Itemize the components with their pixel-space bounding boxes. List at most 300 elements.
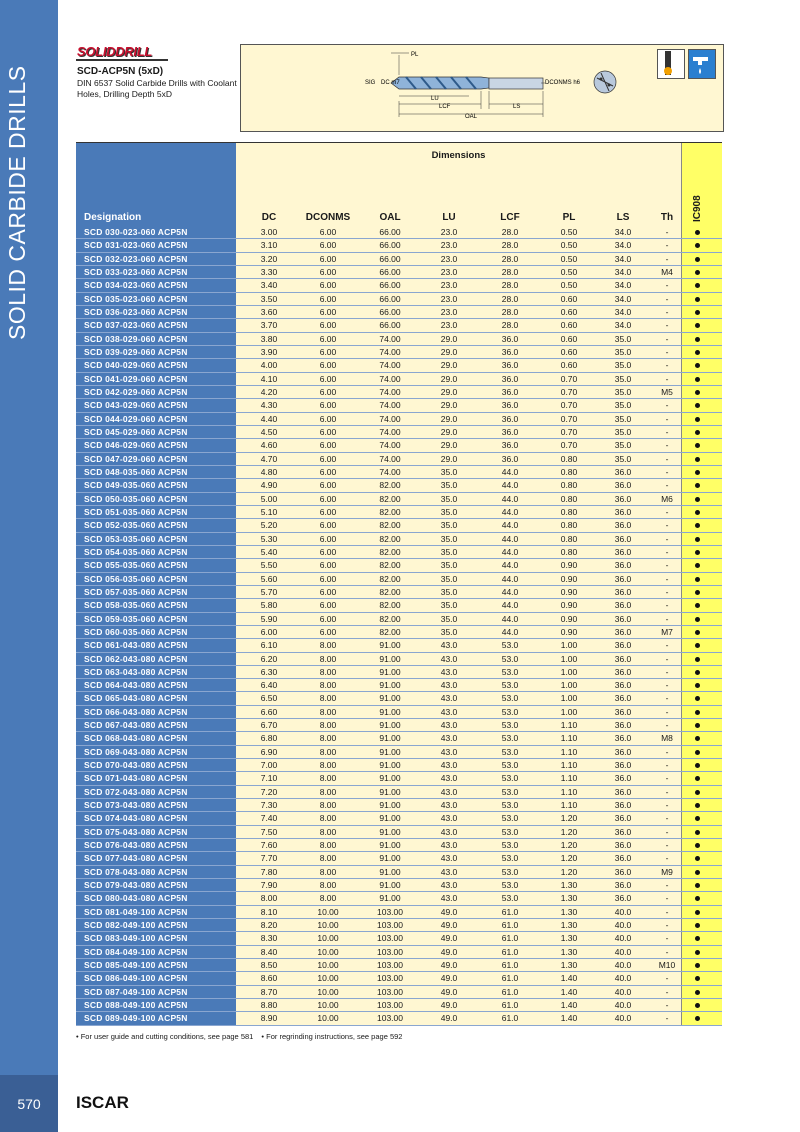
cell-ls: 36.0	[614, 746, 632, 757]
cell-lu: 49.0	[440, 986, 458, 997]
cell-lu: 43.0	[440, 680, 458, 691]
row-grade-bg	[681, 359, 722, 371]
cell-ls: 35.0	[614, 440, 632, 451]
cell-lcf: 44.0	[501, 480, 519, 491]
cell-pl: 1.20	[560, 813, 578, 824]
cell-lcf: 28.0	[501, 280, 519, 291]
cell-oal: 91.00	[379, 666, 401, 677]
cell-ls: 34.0	[614, 320, 632, 331]
cell-oal: 74.00	[379, 400, 401, 411]
cell-lcf: 28.0	[501, 253, 519, 264]
cell-designation: SCD 047-029-060 ACP5N	[76, 453, 236, 465]
cell-dc: 3.70	[260, 320, 278, 331]
cell-dconms: 8.00	[319, 706, 337, 717]
cell-oal: 66.00	[379, 320, 401, 331]
table-row	[76, 839, 722, 852]
cell-lu: 35.0	[440, 600, 458, 611]
cell-pl: 0.80	[560, 546, 578, 557]
cell-ls: 36.0	[614, 720, 632, 731]
cell-pl: 1.00	[560, 680, 578, 691]
cell-lu: 29.0	[440, 413, 458, 424]
cell-pl: 1.20	[560, 853, 578, 864]
table-row	[76, 266, 722, 279]
cell-lcf: 28.0	[501, 266, 519, 277]
cell-lu: 29.0	[440, 400, 458, 411]
cell-lcf: 44.0	[501, 560, 519, 571]
cell-th: -	[665, 760, 669, 771]
table-row	[76, 386, 722, 399]
label-dc: DC m7	[381, 80, 400, 86]
row-grade-bg	[681, 613, 722, 625]
cell-lcf: 53.0	[501, 720, 519, 731]
cell-lcf: 44.0	[501, 613, 519, 624]
cell-th: -	[665, 893, 669, 904]
table-row	[76, 439, 722, 452]
cell-th: -	[665, 413, 669, 424]
cell-lcf: 44.0	[501, 466, 519, 477]
cell-oal: 82.00	[379, 586, 401, 597]
cell-lu: 23.0	[440, 266, 458, 277]
cell-oal: 66.00	[379, 227, 401, 237]
availability-dot-icon	[695, 417, 700, 422]
cell-th: -	[665, 720, 669, 731]
cell-lcf: 28.0	[501, 293, 519, 304]
cell-designation: SCD 038-029-060 ACP5N	[76, 333, 236, 345]
cell-lcf: 61.0	[501, 960, 519, 971]
cell-lcf: 53.0	[501, 666, 519, 677]
cell-designation: SCD 062-043-080 ACP5N	[76, 653, 236, 665]
row-grade-bg	[681, 786, 722, 798]
cell-lu: 23.0	[440, 306, 458, 317]
cell-dconms: 10.00	[317, 1000, 339, 1011]
table-row	[76, 546, 722, 559]
cell-dconms: 8.00	[319, 826, 337, 837]
cell-lcf: 53.0	[501, 813, 519, 824]
row-grade-bg	[681, 906, 722, 918]
footnote-user-guide: • For user guide and cutting conditions, see page 581	[76, 1032, 254, 1041]
availability-dot-icon	[695, 230, 700, 235]
cell-th: -	[665, 586, 669, 597]
cell-dconms: 8.00	[319, 693, 337, 704]
row-grade-bg	[681, 799, 722, 811]
cell-designation: SCD 058-035-060 ACP5N	[76, 599, 236, 611]
table-row	[76, 373, 722, 386]
cell-dc: 3.80	[260, 333, 278, 344]
cell-dc: 7.70	[260, 853, 278, 864]
cell-dc: 3.20	[260, 253, 278, 264]
cell-lu: 29.0	[440, 453, 458, 464]
cell-designation: SCD 077-043-080 ACP5N	[76, 852, 236, 864]
cell-lu: 35.0	[440, 480, 458, 491]
cell-designation: SCD 041-029-060 ACP5N	[76, 373, 236, 385]
row-grade-bg	[681, 346, 722, 358]
grade-header: IC908	[692, 195, 703, 222]
cell-lcf: 53.0	[501, 840, 519, 851]
availability-dot-icon	[695, 577, 700, 582]
cell-dconms: 8.00	[319, 800, 337, 811]
cell-oal: 74.00	[379, 453, 401, 464]
table-row	[76, 812, 722, 825]
cell-th: -	[665, 1000, 669, 1011]
cell-lu: 35.0	[440, 533, 458, 544]
cell-lcf: 44.0	[501, 493, 519, 504]
cell-lcf: 36.0	[501, 440, 519, 451]
table-row	[76, 799, 722, 812]
row-grade-bg	[681, 639, 722, 651]
cell-ls: 34.0	[614, 293, 632, 304]
cell-th: M8	[661, 733, 673, 744]
cell-designation: SCD 079-043-080 ACP5N	[76, 879, 236, 891]
cell-th: -	[665, 706, 669, 717]
row-grade-bg	[681, 972, 722, 984]
cell-dc: 7.30	[260, 800, 278, 811]
product-table	[76, 142, 722, 1026]
cell-dconms: 8.00	[319, 653, 337, 664]
row-grade-bg	[681, 453, 722, 465]
row-grade-bg	[681, 466, 722, 478]
cell-ls: 35.0	[614, 346, 632, 357]
cell-th: -	[665, 520, 669, 531]
label-ls: LS	[513, 104, 521, 110]
cell-lu: 35.0	[440, 546, 458, 557]
cell-designation: SCD 059-035-060 ACP5N	[76, 613, 236, 625]
cell-ls: 40.0	[614, 946, 632, 957]
table-row	[76, 719, 722, 732]
cell-pl: 1.30	[560, 946, 578, 957]
table-row	[76, 613, 722, 626]
cell-ls: 40.0	[614, 973, 632, 984]
cell-lcf: 44.0	[501, 506, 519, 517]
cell-pl: 1.40	[560, 1000, 578, 1011]
cell-ls: 36.0	[614, 866, 632, 877]
cell-oal: 82.00	[379, 626, 401, 637]
cell-designation: SCD 050-035-060 ACP5N	[76, 493, 236, 505]
cell-dconms: 8.00	[319, 786, 337, 797]
cell-lcf: 36.0	[501, 333, 519, 344]
cell-designation: SCD 060-035-060 ACP5N	[76, 626, 236, 638]
cell-dconms: 6.00	[319, 506, 337, 517]
cell-dc: 6.00	[260, 626, 278, 637]
cell-designation: SCD 074-043-080 ACP5N	[76, 812, 236, 824]
cell-oal: 74.00	[379, 440, 401, 451]
cell-lu: 49.0	[440, 1000, 458, 1011]
row-grade-bg	[681, 399, 722, 411]
table-row	[76, 533, 722, 546]
cell-pl: 0.80	[560, 453, 578, 464]
cell-th: -	[665, 813, 669, 824]
cell-ls: 35.0	[614, 413, 632, 424]
table-row	[76, 666, 722, 679]
row-grade-bg	[681, 373, 722, 385]
drill-diagram	[240, 44, 724, 132]
cell-pl: 0.50	[560, 240, 578, 251]
cell-lcf: 61.0	[501, 920, 519, 931]
availability-dot-icon	[695, 910, 700, 915]
table-row	[76, 426, 722, 439]
availability-dot-icon	[695, 790, 700, 795]
cell-oal: 74.00	[379, 346, 401, 357]
cell-designation: SCD 063-043-080 ACP5N	[76, 666, 236, 678]
cell-th: -	[665, 880, 669, 891]
cell-designation: SCD 076-043-080 ACP5N	[76, 839, 236, 851]
row-grade-bg	[681, 479, 722, 491]
table-row	[76, 453, 722, 466]
cell-dc: 8.50	[260, 960, 278, 971]
availability-dot-icon	[695, 870, 700, 875]
cell-lu: 43.0	[440, 853, 458, 864]
cell-designation: SCD 053-035-060 ACP5N	[76, 533, 236, 545]
cell-oal: 91.00	[379, 640, 401, 651]
cell-designation: SCD 089-049-100 ACP5N	[76, 1012, 236, 1024]
brand-logo: SOLIDDRILL	[77, 44, 152, 59]
cell-dconms: 10.00	[317, 933, 339, 944]
cell-designation: SCD 033-023-060 ACP5N	[76, 266, 236, 278]
cell-lcf: 53.0	[501, 826, 519, 837]
cell-oal: 82.00	[379, 533, 401, 544]
cell-dconms: 6.00	[319, 493, 337, 504]
col-ls: LS	[616, 212, 630, 223]
cell-dc: 4.60	[260, 440, 278, 451]
cell-ls: 34.0	[614, 227, 632, 237]
cell-designation: SCD 087-049-100 ACP5N	[76, 986, 236, 998]
row-grade-bg	[681, 932, 722, 944]
availability-dot-icon	[695, 297, 700, 302]
cell-designation: SCD 072-043-080 ACP5N	[76, 786, 236, 798]
table-row	[76, 359, 722, 372]
cell-dconms: 8.00	[319, 813, 337, 824]
cell-designation: SCD 056-035-060 ACP5N	[76, 573, 236, 585]
col-lu: LU	[442, 212, 456, 223]
table-row	[76, 919, 722, 932]
cell-oal: 103.00	[377, 906, 403, 917]
cell-dc: 5.00	[260, 493, 278, 504]
cell-designation: SCD 055-035-060 ACP5N	[76, 559, 236, 571]
row-grade-bg	[681, 866, 722, 878]
availability-dot-icon	[695, 550, 700, 555]
cell-th: -	[665, 613, 669, 624]
cell-pl: 0.70	[560, 386, 578, 397]
cell-dconms: 6.00	[319, 600, 337, 611]
table-row	[76, 892, 722, 905]
cell-oal: 82.00	[379, 493, 401, 504]
cell-pl: 0.90	[560, 586, 578, 597]
cell-dc: 5.90	[260, 613, 278, 624]
cell-lcf: 53.0	[501, 853, 519, 864]
cell-lcf: 53.0	[501, 866, 519, 877]
cell-pl: 1.00	[560, 666, 578, 677]
cell-pl: 0.50	[560, 280, 578, 291]
cell-dc: 4.90	[260, 480, 278, 491]
table-row	[76, 493, 722, 506]
cell-ls: 35.0	[614, 426, 632, 437]
availability-dot-icon	[695, 337, 700, 342]
row-grade-bg	[681, 892, 722, 904]
cell-dc: 6.20	[260, 653, 278, 664]
cell-th: -	[665, 546, 669, 557]
cell-lcf: 44.0	[501, 586, 519, 597]
table-row	[76, 746, 722, 759]
cell-lu: 23.0	[440, 320, 458, 331]
cell-lu: 23.0	[440, 240, 458, 251]
cell-oal: 82.00	[379, 546, 401, 557]
table-row	[76, 519, 722, 532]
cell-pl: 0.80	[560, 480, 578, 491]
cell-oal: 82.00	[379, 560, 401, 571]
cell-ls: 36.0	[614, 813, 632, 824]
table-row	[76, 346, 722, 359]
cell-th: -	[665, 973, 669, 984]
cell-dconms: 6.00	[319, 386, 337, 397]
cell-lu: 43.0	[440, 826, 458, 837]
availability-dot-icon	[695, 657, 700, 662]
cell-th: -	[665, 986, 669, 997]
coolant-icon	[688, 49, 716, 79]
row-grade-bg	[681, 879, 722, 891]
cell-oal: 82.00	[379, 573, 401, 584]
cell-designation: SCD 065-043-080 ACP5N	[76, 692, 236, 704]
cell-oal: 91.00	[379, 866, 401, 877]
cell-dc: 5.40	[260, 546, 278, 557]
cell-ls: 34.0	[614, 253, 632, 264]
cell-lu: 43.0	[440, 666, 458, 677]
table-row	[76, 906, 722, 919]
cell-lu: 35.0	[440, 493, 458, 504]
row-grade-bg	[681, 306, 722, 318]
cell-dconms: 6.00	[319, 546, 337, 557]
table-row	[76, 959, 722, 972]
cell-designation: SCD 071-043-080 ACP5N	[76, 772, 236, 784]
availability-dot-icon	[695, 617, 700, 622]
cell-dconms: 6.00	[319, 626, 337, 637]
cell-th: -	[665, 693, 669, 704]
cell-pl: 0.80	[560, 493, 578, 504]
table-row	[76, 333, 722, 346]
cell-dconms: 6.00	[319, 586, 337, 597]
table-row	[76, 826, 722, 839]
cell-designation: SCD 030-023-060 ACP5N	[76, 226, 236, 238]
cell-dconms: 6.00	[319, 280, 337, 291]
cell-lu: 23.0	[440, 293, 458, 304]
cell-lcf: 53.0	[501, 880, 519, 891]
table-row	[76, 999, 722, 1012]
cell-lu: 49.0	[440, 1013, 458, 1024]
cell-pl: 0.70	[560, 440, 578, 451]
row-grade-bg	[681, 493, 722, 505]
cell-dconms: 6.00	[319, 400, 337, 411]
cell-th: M5	[661, 386, 673, 397]
cell-lu: 35.0	[440, 520, 458, 531]
row-grade-bg	[681, 293, 722, 305]
cell-oal: 91.00	[379, 813, 401, 824]
cell-th: -	[665, 600, 669, 611]
cell-pl: 0.80	[560, 533, 578, 544]
footer-brand: ISCAR	[76, 1093, 129, 1112]
cell-oal: 103.00	[377, 1000, 403, 1011]
availability-dot-icon	[695, 670, 700, 675]
cell-dconms: 6.00	[319, 466, 337, 477]
cell-th: -	[665, 906, 669, 917]
cell-ls: 36.0	[614, 653, 632, 664]
drill-bit-icon	[241, 45, 723, 131]
cell-lcf: 44.0	[501, 600, 519, 611]
cell-oal: 66.00	[379, 306, 401, 317]
cell-designation: SCD 051-035-060 ACP5N	[76, 506, 236, 518]
cell-th: -	[665, 746, 669, 757]
cell-ls: 36.0	[614, 706, 632, 717]
cell-ls: 35.0	[614, 400, 632, 411]
cell-designation: SCD 045-029-060 ACP5N	[76, 426, 236, 438]
cell-dc: 4.80	[260, 466, 278, 477]
cell-ls: 35.0	[614, 386, 632, 397]
cell-dc: 6.50	[260, 693, 278, 704]
cell-oal: 91.00	[379, 840, 401, 851]
cell-designation: SCD 085-049-100 ACP5N	[76, 959, 236, 971]
cell-ls: 36.0	[614, 560, 632, 571]
cell-th: M10	[658, 960, 676, 971]
cell-lcf: 36.0	[501, 426, 519, 437]
availability-dot-icon	[695, 457, 700, 462]
table-row	[76, 986, 722, 999]
cell-pl: 0.60	[560, 333, 578, 344]
cell-dc: 5.50	[260, 560, 278, 571]
cell-pl: 0.80	[560, 466, 578, 477]
cell-lcf: 36.0	[501, 453, 519, 464]
cell-lcf: 53.0	[501, 760, 519, 771]
cell-th: M7	[661, 626, 673, 637]
cell-dconms: 6.00	[319, 253, 337, 264]
cell-dconms: 6.00	[319, 240, 337, 251]
cell-dconms: 6.00	[319, 453, 337, 464]
cell-ls: 36.0	[614, 800, 632, 811]
cell-th: M9	[661, 866, 673, 877]
cell-pl: 1.10	[560, 733, 578, 744]
cell-pl: 1.10	[560, 720, 578, 731]
cell-dconms: 10.00	[317, 946, 339, 957]
cell-dc: 3.40	[260, 280, 278, 291]
cell-designation: SCD 057-035-060 ACP5N	[76, 586, 236, 598]
cell-dc: 5.10	[260, 506, 278, 517]
cell-th: M6	[661, 493, 673, 504]
cell-oal: 91.00	[379, 800, 401, 811]
cell-dconms: 10.00	[317, 1013, 339, 1024]
cell-pl: 0.70	[560, 373, 578, 384]
cell-pl: 0.70	[560, 413, 578, 424]
cell-pl: 1.30	[560, 893, 578, 904]
cell-dconms: 6.00	[319, 426, 337, 437]
availability-dot-icon	[695, 257, 700, 262]
row-grade-bg	[681, 666, 722, 678]
cell-lcf: 53.0	[501, 773, 519, 784]
cell-oal: 74.00	[379, 333, 401, 344]
table-row	[76, 599, 722, 612]
cell-ls: 34.0	[614, 266, 632, 277]
cell-lu: 49.0	[440, 973, 458, 984]
table-row	[76, 946, 722, 959]
availability-dot-icon	[695, 537, 700, 542]
cell-pl: 0.80	[560, 520, 578, 531]
cell-lcf: 36.0	[501, 413, 519, 424]
cell-designation: SCD 054-035-060 ACP5N	[76, 546, 236, 558]
cell-lcf: 44.0	[501, 546, 519, 557]
cell-pl: 1.00	[560, 640, 578, 651]
cell-lu: 43.0	[440, 840, 458, 851]
cell-dc: 7.50	[260, 826, 278, 837]
cell-ls: 40.0	[614, 960, 632, 971]
cell-dc: 8.90	[260, 1013, 278, 1024]
cell-th: -	[665, 946, 669, 957]
availability-dot-icon	[695, 350, 700, 355]
cell-oal: 91.00	[379, 706, 401, 717]
